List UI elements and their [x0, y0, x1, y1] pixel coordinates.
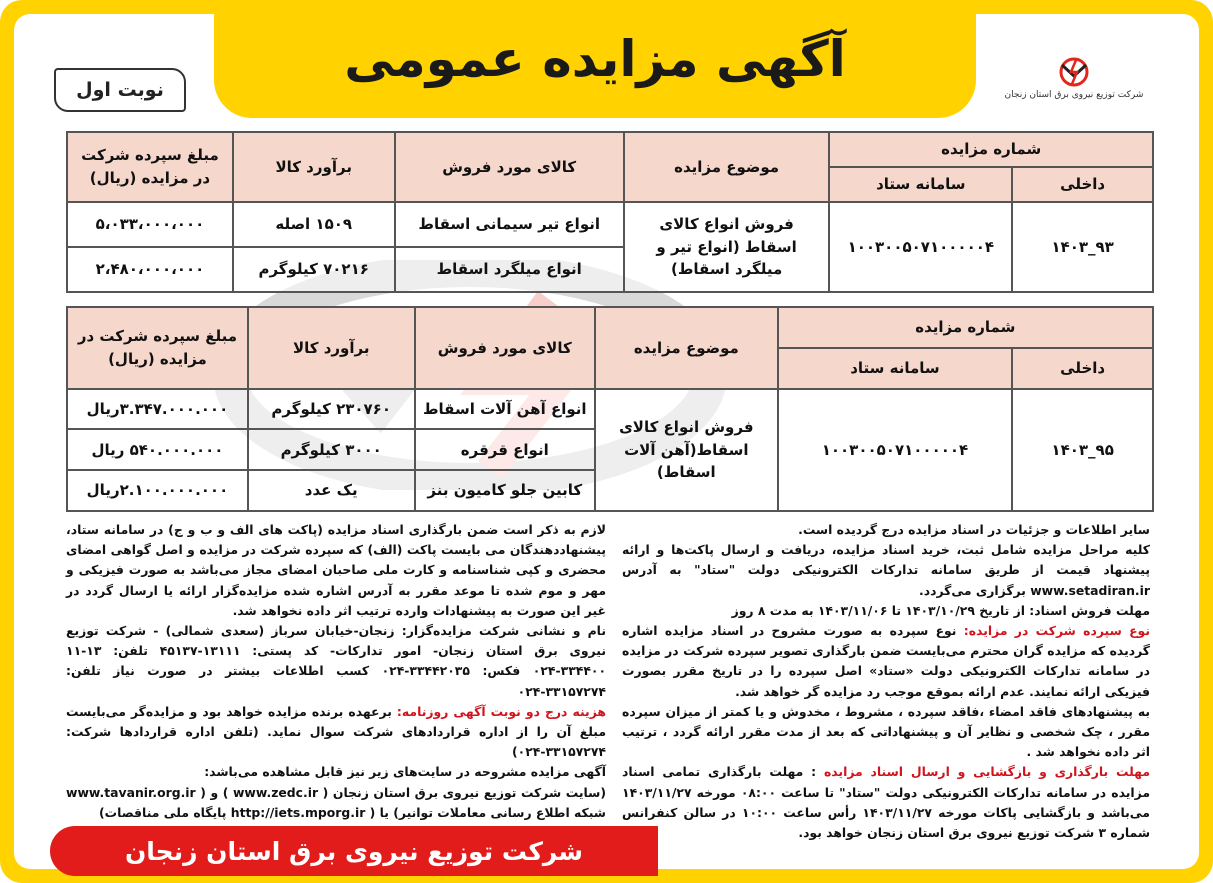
upload-paragraph — [622, 762, 1150, 843]
estimate-cell: ۳۰۰۰ کیلوگرم — [248, 429, 415, 470]
setad-number: ۱۰۰۳۰۰۵۰۷۱۰۰۰۰۰۴ — [829, 202, 1012, 292]
header-setad: سامانه ستاد — [778, 348, 1013, 389]
goods-cell: کابین جلو کامیون بنز — [415, 470, 595, 511]
round-badge: نوبت اول — [54, 68, 186, 112]
header-setad: سامانه ستاد — [829, 167, 1012, 202]
fee-paragraph — [66, 702, 606, 763]
setad-number: ۱۰۰۳۰۰۵۰۷۱۰۰۰۰۰۴ — [778, 389, 1013, 511]
sale-deadline: مهلت فروش اسناد: از تاریخ ۱۴۰۳/۱۰/۲۹ تا ۱۴۰۳/۱۱/۰۶ به مدت ۸ روز — [731, 602, 1150, 618]
deposit-cell: ۲،۴۸۰،۰۰۰،۰۰۰ — [67, 247, 233, 292]
auction-subject: فروش انواع کالای اسقاط (انواع تیر و میلگرد اسقاط) — [624, 202, 829, 292]
header-subject: موضوع مزایده — [624, 132, 829, 202]
internal-number: ۹۵_۱۴۰۳ — [1012, 389, 1153, 511]
goods-cell: انواع میلگرد اسقاط — [395, 247, 624, 292]
conditions-column-left — [66, 520, 606, 823]
header-subject: موضوع مزایده — [595, 307, 778, 389]
header-goods: کالای مورد فروش — [395, 132, 624, 202]
estimate-cell: ۱۵۰۹ اصله — [233, 202, 395, 247]
auction-table-1 — [66, 131, 1154, 293]
header-deposit: مبلغ سپرده شرکت در مزایده (ریال) — [67, 132, 233, 202]
auction-subject: فروش انواع کالای اسقاط(آهن آلات اسقاط) — [595, 389, 778, 511]
deposit-label: نوع سپرده شرکت در مزایده: — [963, 623, 1150, 639]
footer-company-name: شرکت توزیع نیروی برق استان زنجان — [124, 836, 584, 866]
info-paragraph: سایر اطلاعات و جزئیات در اسناد مزایده درج گردیده است. — [798, 522, 1150, 537]
sites-list: (سایت شرکت توزیع نیروی برق استان زنجان ( www.zedc.ir ) و ( www.tavanir.org.ir شبکه اطلاع رسانی معاملات توانیر) یا ( http://iets.mporg.ir پایگاه ملی مناقصات) — [66, 784, 606, 820]
deposit-cell: ۵،۰۳۳،۰۰۰،۰۰۰ — [67, 202, 233, 247]
header-auction-number: شماره مزایده — [829, 132, 1153, 167]
deposit-cell: ۵۴۰.۰۰۰.۰۰۰ ریال — [67, 429, 248, 470]
goods-cell: انواع تیر سیمانی اسقاط — [395, 202, 624, 247]
upload-label: مهلت بارگذاری و بازگشایی و ارسال اسناد مزایده — [823, 764, 1150, 780]
fee-text: برعهده برنده مزایده خواهد بود و مزایده‌گر می‌بایست مبلغ آن را از اداره قراردادهای شرکت سوال نماید. (تلفن اداره قراردادها شرکت: ۳۳۱۵۷۲۷۴-۰۲۴) — [66, 703, 606, 760]
fee-label: هزینه درج دو نوبت آگهی روزنامه: — [396, 703, 606, 719]
deposit-text: نوع سپرده به صورت مشروح در اسناد مزایده اشاره گردیده که مزایده گران محترم می‌بایست ضمن بارگذاری تصویر سپرده شرکت در مزایده در سامانه تدارکات الکترونیکی دولت «ستاد» اصل سپرده را در تاریخ مقرر بصورت فیزیکی ارائه نمایند. عدم ارائه بموقع موجب رد مزایده گر خواهد شد. — [622, 623, 1150, 699]
process-paragraph: کلیه مراحل مزایده شامل ثبت، خرید اسناد مزایده، دریافت و ارسال پاکت‌ها و ارائه پیشنهاد قیمت از طریق سامانه تدارکات الکترونیکی دولت "ستاد" به آدرس www.setadiran.ir برگزاری می‌گردد. — [622, 542, 1150, 598]
envelope-paragraph: لازم به ذکر است ضمن بارگذاری اسناد مزایده (پاکت های الف و ب و ج) در سامانه ستاد، پیشنهاددهندگان می بایست پاکت (الف) که سپرده شرکت در مزایده و اصل گواهی امضای محضری و کپی شناسنامه و کارت ملی صاحبان امضای مجاز می‌باشد به صورت فیزیکی و مهر و موم شده تا موعد مقرر به آدرس اشاره شده مزایده‌گزار ارائه یا ارسال گردد در غیر این صورت به پیشنهادات وارده ترتیب اثر داده نخواهد شد. — [66, 522, 606, 618]
deposit-cell: ۳.۳۴۷.۰۰۰.۰۰۰ریال — [67, 389, 248, 430]
estimate-cell: یک عدد — [248, 470, 415, 511]
page-title: آگهی مزایده عمومی — [344, 30, 846, 88]
header-auction-number: شماره مزایده — [778, 307, 1153, 348]
company-logo — [989, 56, 1159, 106]
conditions-column-right — [622, 520, 1150, 843]
internal-number: ۹۳_۱۴۰۳ — [1012, 202, 1153, 292]
header-internal: داخلی — [1012, 167, 1153, 202]
header-internal: داخلی — [1012, 348, 1153, 389]
deposit-cell: ۲.۱۰۰.۰۰۰.۰۰۰ریال — [67, 470, 248, 511]
title-banner — [214, 0, 976, 118]
estimate-cell: ۷۰۲۱۶ کیلوگرم — [233, 247, 395, 292]
header-deposit: مبلغ سپرده شرکت در مزایده (ریال) — [67, 307, 248, 389]
address-paragraph: نام و نشانی شرکت مزایده‌گزار: زنجان-خیابان سرباز (سعدی شمالی) - شرکت توزیع نیروی برق استان زنجان- امور تدارکات- کد پستی: ۱۳۱۱۱-۴۵۱۳۷ تلفن: ۱۳-۱۱ ۳۳۴۴۰۰-۰۲۴ فکس: ۳۳۴۴۲۰۳۵-۰۲۴ کسب اطلاعات بیشتر در صورت نیاز تلفن: ۳۳۱۵۷۲۷۴-۰۲۴ — [66, 623, 607, 699]
sites-intro: آگهی مزایده مشروحه در سایت‌های زیر نیز قابل مشاهده می‌باشد: — [204, 764, 606, 780]
footer-banner — [50, 826, 658, 876]
goods-cell: انواع قرقره — [415, 429, 595, 470]
deposit-paragraph — [622, 621, 1150, 702]
logo-caption: شرکت توزیع نیروی برق استان زنجان — [1004, 90, 1144, 100]
rejection-paragraph: به پیشنهادهای فاقد امضاء ،فاقد سپرده ، مشروط ، مخدوش و یا کمتر از میزان سپرده مقرر ، چک شخصی و نظایر آن و پیشنهاداتی که بعد از مدت مقرر ارائه گردد ، ترتیب اثر داده نخواهد شد . — [622, 703, 1150, 760]
header-goods: کالای مورد فروش — [415, 307, 595, 389]
header-estimate: برآورد کالا — [248, 307, 415, 389]
estimate-cell: ۲۳۰۷۶۰ کیلوگرم — [248, 389, 415, 430]
auction-table-2 — [66, 306, 1154, 512]
header-estimate: برآورد کالا — [233, 132, 395, 202]
goods-cell: انواع آهن آلات اسقاط — [415, 389, 595, 430]
upload-text: : مهلت بارگذاری تمامی اسناد مزایده در سامانه تدارکات الکترونیکی دولت "ستاد" تا ساعت ۰۸:۰۰ مورخه ۱۴۰۳/۱۱/۲۷ می‌باشد و بازگشایی پاکات مورخه ۱۴۰۳/۱۱/۲۷ رأس ساعت ۱۰:۰۰ در سالن کنفرانس شماره ۳ شرکت توزیع نیروی برق استان زنجان خواهد بود. — [622, 764, 1150, 841]
electricity-logo-icon — [1052, 56, 1096, 88]
